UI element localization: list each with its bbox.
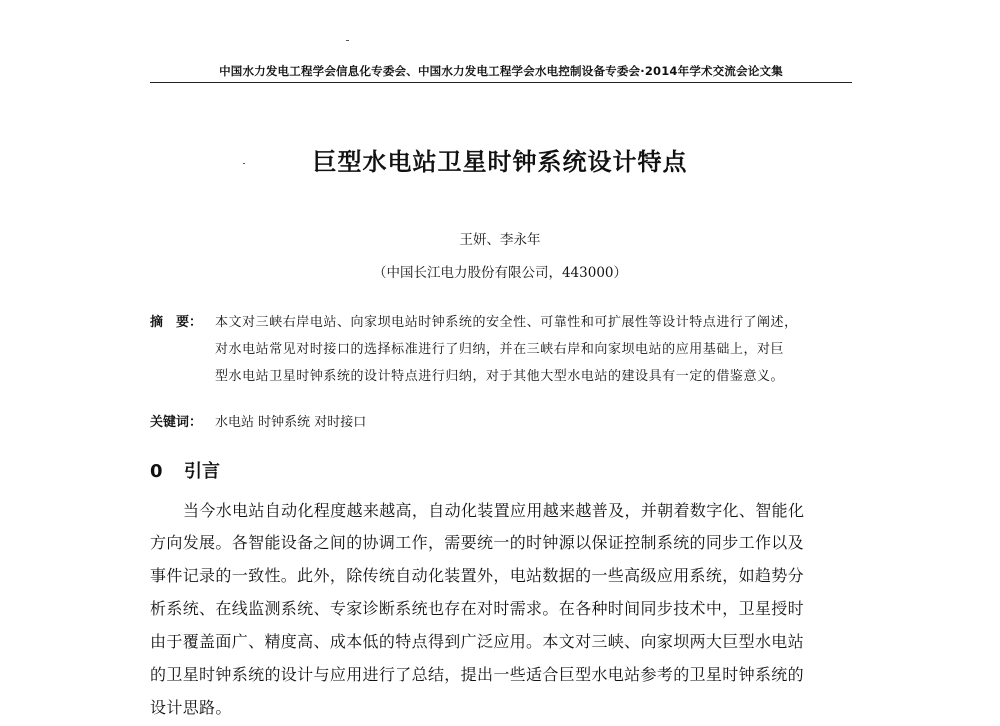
body-line: 析系统、在线监测系统、专家诊断系统也存在对时需求。在各种时间同步技术中，卫星授时 xyxy=(150,599,805,618)
body-line: 事件记录的一致性。此外，除传统自动化装置外，电站数据的一些高级应用系统，如趋势分 xyxy=(150,566,805,585)
body-line: 当今水电站自动化程度越来越高，自动化装置应用越来越普及，并朝着数字化、智能化 xyxy=(183,501,805,520)
running-header: 中国水力发电工程学会信息化专委会、中国水力发电工程学会水电控制设备专委会·2014年学术交流会论文集 xyxy=(219,64,783,78)
body-line: 设计思路。 xyxy=(150,698,232,717)
abstract-line: 本文对三峡右岸电站、向家坝电站时钟系统的安全性、可靠性和可扩展性等设计特点进行了阐述， xyxy=(215,315,798,330)
section-number: 0 xyxy=(150,461,163,482)
scan-speck xyxy=(346,40,349,41)
keywords-text: 水电站 时钟系统 对时接口 xyxy=(215,415,367,430)
abstract-line: 对水电站常见对时接口的选择标准进行了归纳，并在三峡右岸和向家坝电站的应用基础上，对巨 xyxy=(215,342,785,357)
abstract-label: 摘 要： xyxy=(150,315,203,330)
paper-affiliation: （中国长江电力股份有限公司，443000） xyxy=(372,265,628,281)
body-line: 方向发展。各智能设备之间的协调工作，需要统一的时钟源以保证控制系统的同步工作以及 xyxy=(150,533,805,552)
paper-authors: 王妍、李永年 xyxy=(459,232,541,248)
paper-title: 巨型水电站卫星时钟系统设计特点 xyxy=(312,148,688,176)
abstract-line: 型水电站卫星时钟系统的设计特点进行归纳，对于其他大型水电站的建设具有一定的借鉴意义。 xyxy=(215,369,785,384)
keywords-label: 关键词： xyxy=(150,415,203,430)
section-title: 引言 xyxy=(184,461,220,482)
body-line: 由于覆盖面广、精度高、成本低的特点得到广泛应用。本文对三峡、向家坝两大巨型水电站 xyxy=(150,632,805,651)
body-line: 的卫星时钟系统的设计与应用进行了总结，提出一些适合巨型水电站参考的卫星时钟系统的 xyxy=(150,665,805,684)
section-heading xyxy=(150,457,220,483)
header-rule xyxy=(150,82,852,83)
